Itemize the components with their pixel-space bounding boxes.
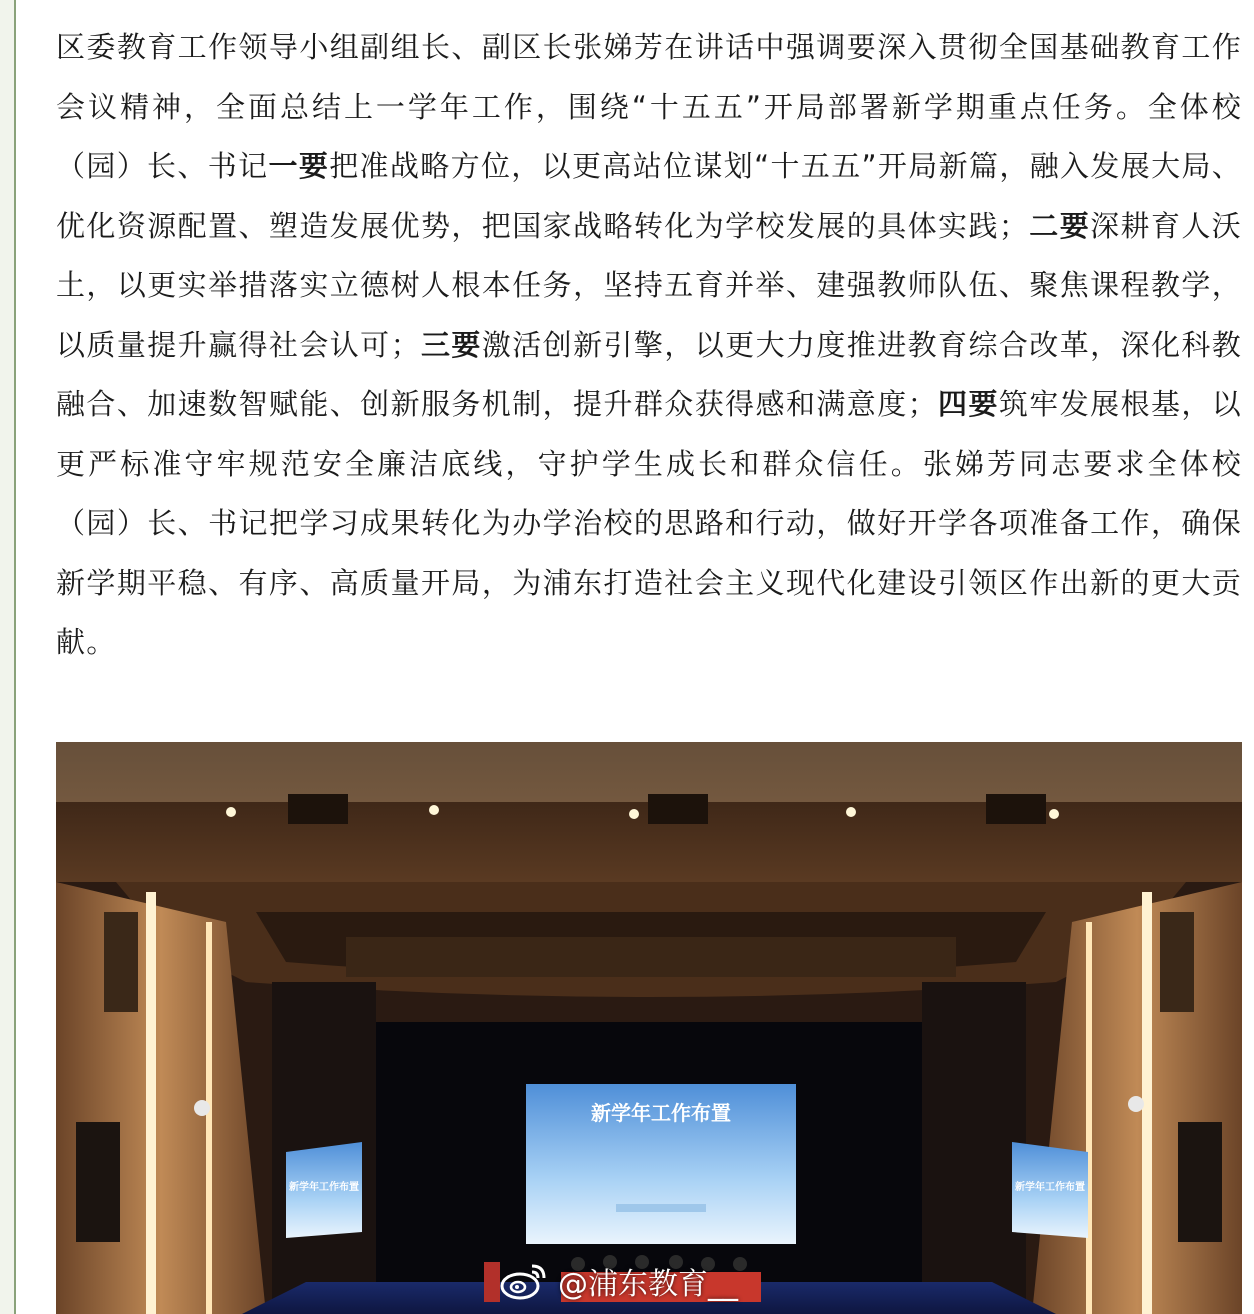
emphasis-text: 三要 [420,327,482,362]
watermark-text: @浦东教育__ [558,1267,738,1302]
auditorium-photo [56,742,1242,1314]
body-text: 筑牢发展根基，以更严标准守牢规范安全廉洁底线，守护学生成长和群众信任。张娣芳同志要求全体校（园）长、书记把学习成果转化为办学治校的思路和行动，做好开学各项准备工作，确保新学期平稳、有序、高质量开局，为浦东打造社会主义现代化建设引领区作出新的更大贡献。 [56,387,1242,659]
emphasis-text: 二要 [1029,208,1091,243]
emphasis-text: 四要 [937,387,999,421]
main-screen-title: 新学年工作布置 [591,1101,731,1125]
weibo-watermark [500,1258,738,1304]
body-text: 激活创新引擎，以更大力度推进教育综合改革，深化科教融合、加速数智赋能、创新服务机制，提升群众获得感和满意度； [56,327,1242,421]
left-screen-title: 新学年工作布置 [289,1182,359,1193]
article-body [56,18,1242,673]
left-border [0,0,16,1314]
weibo-logo-icon [500,1260,550,1302]
emphasis-text: 一要 [268,149,330,183]
article-paragraph [56,18,1242,673]
body-text: 深耕育人沃土，以更实举措落实立德树人根本任务，坚持五育并举、建强教师队伍、聚焦课程教学，以质量提升赢得社会认可； [56,208,1242,362]
body-text: 把准战略方位，以更高站位谋划“十五五”开局新篇，融入发展大局、优化资源配置、塑造发展优势，把国家战略转化为学校发展的具体实践； [56,149,1243,243]
body-text: 区委教育工作领导小组副组长、副区长张娣芳在讲话中强调要深入贯彻全国基础教育工作会议精神，全面总结上一学年工作，围绕“十五五”开局部署新学期重点任务。全体校（园）长、书记 [56,30,1242,183]
right-screen-title: 新学年工作布置 [1015,1182,1085,1193]
